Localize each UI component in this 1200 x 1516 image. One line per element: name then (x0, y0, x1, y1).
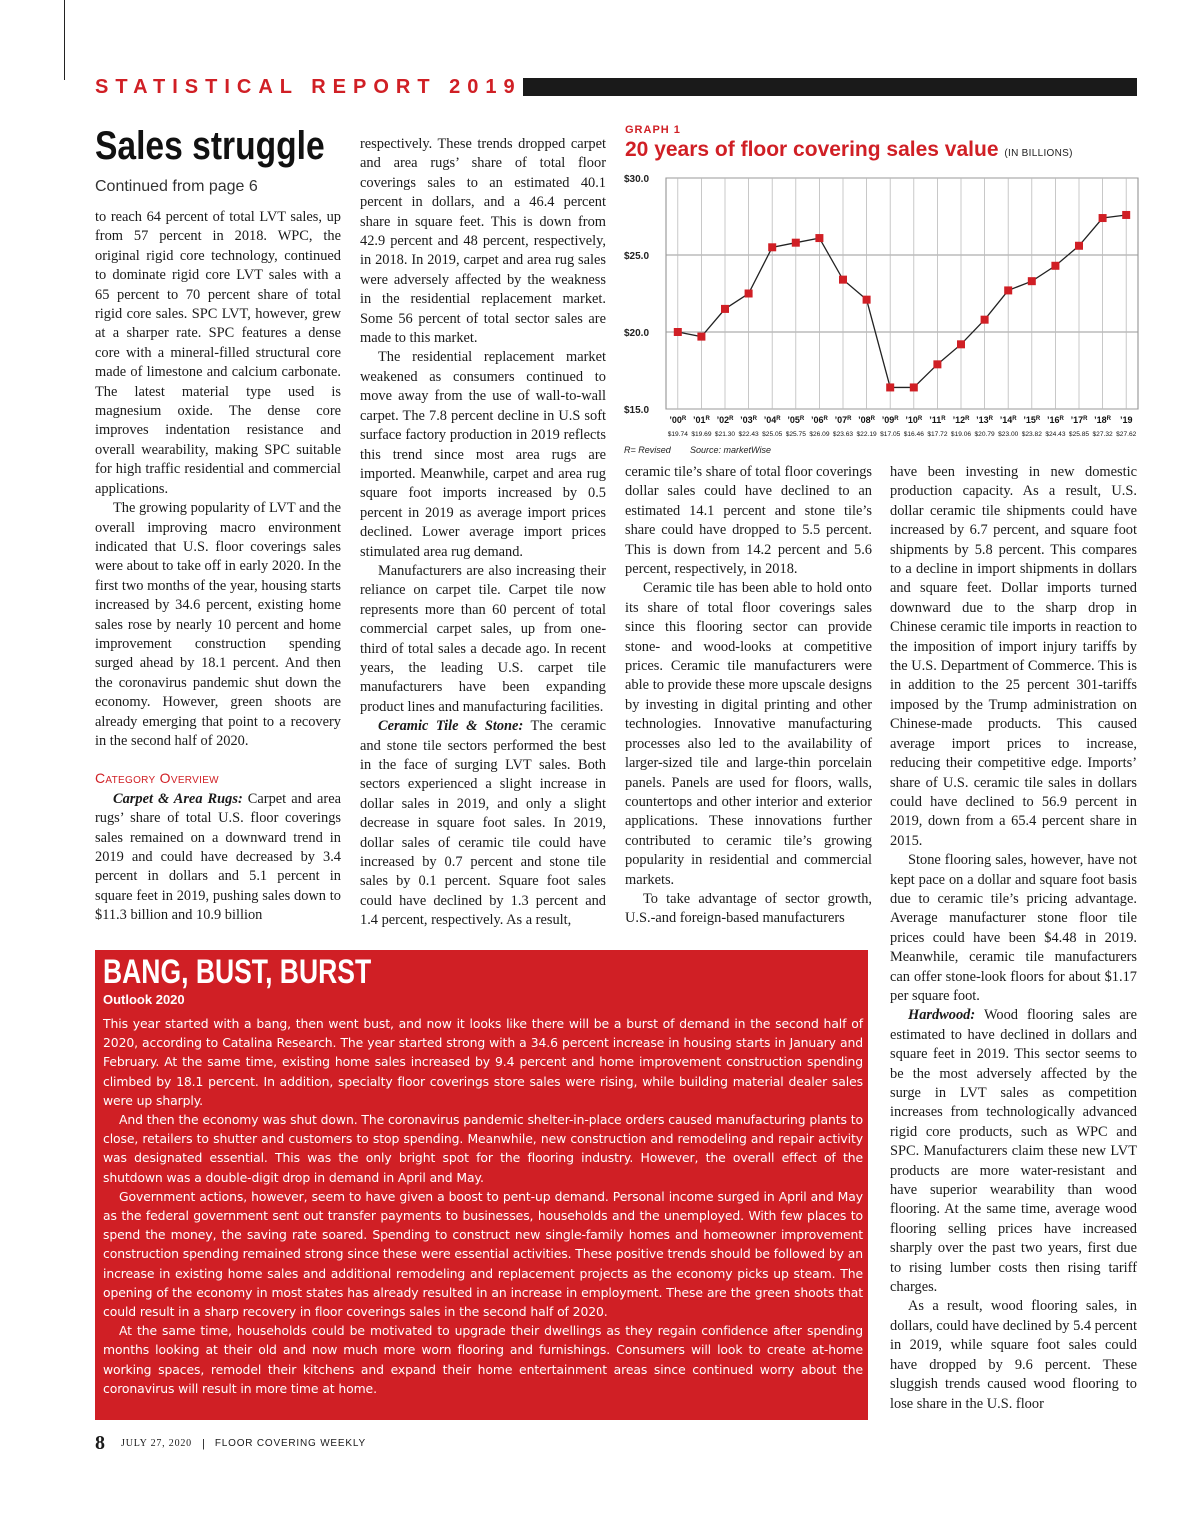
x-tick-label: $’08^R$ (858, 415, 876, 425)
report-header (95, 76, 1137, 98)
x-tick-label: $’07^R$ (834, 415, 852, 425)
footnote-source: Source: marketWise (690, 445, 771, 455)
data-point (839, 276, 847, 284)
revised-marker: R (965, 416, 970, 422)
graph-title-text: 20 years of floor covering sales value (625, 138, 999, 161)
paragraph: to reach 64 percent of total LVT sales, up from 57 percent in 2018. WPC, the original rigid core technology, continued to dominate rigid core LVT sales with a 65 percent to 70 percent share of total rigid core sales. SPC LVT, however, grew at a sharper rate. SPC features a dense core with a mineral-filled structural core made of limestone and calcium carbonate. The latest material type used is magnesium oxide. The dense core improves indentation resistance and overall wearability, making SPC suitable for high traffic residential and commercial applications. (95, 209, 341, 497)
continued-from-note: Continued from page 6 (95, 178, 258, 195)
sidebar-box-title: BANG, BUST, BURST (103, 953, 372, 991)
page-footer (95, 1432, 366, 1454)
x-tick-label: ’19 (1119, 415, 1133, 425)
paragraph-text: Wood flooring sales are estimated to have declined in dollars and square feet in 2019. This sector seems to be the most adversely affected by the surge in LVT sales as competition increases from technologically advanced rigid core products, such as WPC and SPC. Manufacturers claim these new LVT products are more water-resistant and have superior wearability than wood flooring. At the same time, average wood flooring selling prices have increased sharply over the past two years, first due to rising lumber costs then rising tariff charges. (890, 1007, 1137, 1296)
value-label: $19.06 (950, 431, 972, 438)
value-label: $24.43 (1045, 431, 1066, 438)
sidebar-box-subtitle: Outlook 2020 (103, 992, 185, 1007)
value-label: $22.43 (738, 431, 759, 438)
paragraph: Ceramic tile has been able to hold onto its share of total floor coverings sales since this flooring sector can provide stone- and wood-looks at competitive prices. Ceramic tile manufacturers were able to provide these more upscale designs by investing in digital printing and other technologies. Innovative manufacturing processes also led to the availability of larger-sized tile and large-thin porcelain panels. Panels are used for floors, walls, countertops and other interior and exterior applications. These innovations further contributed to ceramic tile’s growing popularity in residential and commercial markets. (625, 580, 872, 888)
paragraph: This year started with a bang, then went bust, and now it looks like there will be a burst of demand in the second half of 2020, according to Catalina Research. The year started strong with a 34.6 percent increase in housing starts in January and February. At the same time, existing home sales increased by 9.4 percent and home improvement construction spending climbed by 18.1 percent. In addition, specialty floor coverings store sales were rising, while building material dealer sales were up sharply. (103, 1016, 863, 1108)
paragraph (95, 790, 341, 926)
y-tick-label: $15.0 (624, 405, 650, 416)
revised-marker: R (1059, 416, 1064, 422)
section-heading-category-overview: Category Overview (95, 770, 219, 787)
data-point (1028, 277, 1036, 285)
data-point (933, 360, 941, 368)
value-label: $25.05 (762, 431, 783, 438)
x-tick-label: $’03^R$ (740, 415, 758, 425)
paragraph (360, 717, 606, 930)
paragraph: Manufacturers are also increasing their reliance on carpet tile. Carpet tile now represents more than 60 percent of total commercial carpet sales, up from one-third of total sales a decade ago. In recent years, the leading U.S. carpet tile manufacturers have been expanding product lines and manufacturing facilities. (360, 562, 606, 715)
x-tick-label: $’14^R$ (999, 415, 1017, 425)
value-label: $25.75 (785, 431, 806, 438)
value-label: $16.46 (903, 431, 924, 438)
page-edge-rule (64, 0, 65, 80)
data-point (1099, 214, 1107, 222)
paragraph-text: Carpet and area rugs’ share of total U.S. floor coverings sales remained on a downward trend in 2019 and could have decreased by 3.4 percent in dollars and 5.1 percent in square feet in 2019, pushing sales down to $11.3 billion and 10.9 billion (95, 790, 341, 924)
data-point (792, 239, 800, 247)
value-label: $26.09 (809, 431, 830, 438)
x-tick-label: $’01^R$ (692, 415, 710, 425)
paragraph: ceramic tile’s share of total floor coverings dollar sales could have declined to an estimated 14.1 percent and stone tile’s share could have dropped to 5.5 percent. This is down from 14.2 percent and 5.6 percent, respectively, in 2018. (625, 464, 872, 578)
paragraph: have been investing in new domestic production capacity. As a result, U.S. dollar ceramic tile shipments could have increased by 6.7 percent, and square foot shipments by 5.8 percent. This compares to a decline in import shipments in dollars and square feet. Dollar imports turned downward due to the sharp drop in Chinese ceramic tile imports in reaction to the imposition of import injury tariffs by the U.S. Department of Commerce. This is in addition to the 25 percent 301-tariffs imposed by the Trump administration on Chinese-made products. This caused average import prices to increase, reducing their competitive edge. Imports’ share of U.S. ceramic tile sales in dollars could have declined to 56.9 percent in 2019, down from a 65.4 percent share in 2015. (890, 464, 1137, 849)
y-tick-label: $30.0 (624, 174, 650, 185)
paragraph: And then the economy was shut down. The coronavirus pandemic shelter-in-place orders caused manufacturing plants to close, retailers to shutter and customers to stop spending. Meanwhile, new construction and remodeling and repair activity was designated essential. This was the only bright spot for the flooring industry. However, the overall effect of the shutdown was a double-digit drop in demand in April and May. (103, 1112, 863, 1185)
paragraph: Stone flooring sales, however, have not kept pace on a dollar and square foot basis due to ceramic tile’s pricing advantage. Average manufacturer stone floor tile prices could have been $4.48 in 2019. Meanwhile, ceramic tile manufacturers can offer stone-look floors for about $1.17 per square foot. (890, 852, 1137, 1004)
revised-marker: R (776, 416, 781, 422)
data-point (674, 328, 682, 336)
value-label: $17.05 (880, 431, 901, 438)
footer-separator: | (201, 1437, 205, 1450)
line-chart (624, 120, 1140, 460)
runin-heading: Carpet & Area Rugs: (113, 790, 243, 807)
revised-marker: R (1035, 416, 1041, 422)
paragraph (890, 1006, 1137, 1297)
footnote-revised: R= Revised (624, 445, 671, 455)
data-point (863, 296, 871, 304)
graph-unit: (IN BILLIONS) (1004, 148, 1073, 159)
value-label: $25.85 (1068, 431, 1090, 438)
data-point (1122, 211, 1130, 219)
article-column-1 (95, 208, 341, 926)
revised-marker: R (799, 416, 805, 422)
issue-date: JULY 27, 2020 (121, 1438, 192, 1449)
sidebar-box-body (103, 1014, 863, 1398)
paragraph-text: The ceramic and stone tile sectors performed the best in the face of surging LVT sales. Both sectors experienced a slight increase in dollar sales in 2019, and only a slight decrease in square foot sales. In 2019, dollar sales of ceramic tile could have increased by 0.7 percent and stone tile sales by 0.1 percent. Square foot sales could have declined by 1.3 percent and 1.4 percent, respectively. As a result, (360, 718, 607, 929)
data-point (745, 290, 753, 298)
value-label: $27.32 (1092, 431, 1113, 438)
value-label: $21.30 (714, 431, 736, 438)
sidebar-box-outlook (95, 950, 868, 1420)
data-point (1051, 262, 1059, 270)
data-point (910, 383, 918, 391)
revised-marker: R (752, 416, 758, 422)
revised-marker: R (1106, 416, 1112, 422)
data-point (981, 316, 989, 324)
value-label: $23.00 (998, 431, 1019, 438)
runin-heading: Hardwood: (908, 1007, 976, 1024)
x-tick-label: $’12^R$ (952, 415, 970, 425)
paragraph: The residential replacement market weakened as consumers continued to move away from the use of wall-to-wall carpet. The 7.8 percent decline in U.S soft surface factory production in 2019 reflects this trend since most area rugs are imported. Meanwhile, carpet and area rug square foot imports increased by 0.5 percent in 2019 as average import prices declined. Lower average import prices stimulated area rug demand. (360, 349, 606, 560)
plot-frame (666, 178, 1138, 409)
revised-marker: R (1012, 416, 1017, 422)
revised-marker: R (847, 416, 852, 422)
data-point (886, 383, 894, 391)
paragraph: To take advantage of sector growth, U.S.-and foreign-based manufacturers (625, 890, 872, 927)
x-tick-label: $’06^R$ (810, 415, 828, 425)
value-label: $27.62 (1116, 431, 1137, 438)
paragraph: The growing popularity of LVT and the overall improving macro environment indicated that U.S. floor coverings sales were about to take off in early 2020. In the first two months of the year, housing starts increased by 34.6 percent, existing home sales rose by nearly 10 percent and home improvement construction spending surged ahead by 18.1 percent. And then the coronavirus pandemic shut down the economy. However, green shoots are already emerging that point to a recovery in the second half of 2020. (95, 500, 341, 749)
revised-marker: R (917, 416, 923, 422)
x-tick-label: $’00^R$ (669, 415, 687, 425)
x-tick-label: $’11^R$ (929, 415, 946, 425)
series-line (678, 215, 1126, 387)
x-tick-label: $’15^R$ (1023, 415, 1041, 425)
report-title: STATISTICAL REPORT 2019 (95, 76, 522, 98)
data-point (1075, 242, 1083, 250)
runin-heading: Ceramic Tile & Stone: (378, 718, 524, 735)
y-tick-label: $25.0 (624, 251, 650, 262)
revised-marker: R (681, 416, 687, 422)
revised-marker: R (823, 416, 828, 422)
publication-name: FLOOR COVERING WEEKLY (214, 1438, 366, 1449)
value-label: $19.74 (667, 431, 688, 438)
paragraph: As a result, wood flooring sales, in dollars, could have declined by 5.4 percent in 2019, while square foot sales could have dropped by 9.6 percent. These sluggish trends caused wood flooring to lose share in the U.S. floor (890, 1298, 1137, 1412)
x-tick-label: $’04^R$ (763, 415, 781, 425)
graph-sales-value (624, 120, 1140, 460)
page-number: 8 (95, 1432, 105, 1454)
value-label: $23.63 (832, 431, 854, 438)
data-point (697, 333, 705, 341)
paragraph: respectively. These trends dropped carpet and area rugs’ share of total floor coverings sales to an estimated 40.1 percent in dollars, and a 46.4 percent share in square feet. This is down from 42.9 percent and 48 percent, respectively, in 2018. In 2019, carpet and area rug sales were adversely affected by the weakness in the residential replacement market. Some 56 percent of total sector sales are made to this market. (360, 136, 606, 347)
data-point (957, 340, 965, 348)
graph-label: GRAPH 1 (625, 124, 681, 136)
value-label: $22.19 (856, 431, 877, 438)
x-tick-label: $’16^R$ (1046, 415, 1064, 425)
data-point (1004, 286, 1012, 294)
revised-marker: R (1083, 416, 1088, 422)
value-label: $19.69 (691, 431, 712, 438)
x-tick-label: $’02^R$ (716, 415, 734, 425)
revised-marker: R (870, 416, 876, 422)
x-tick-label: $’10^R$ (905, 415, 923, 425)
revised-marker: R (988, 416, 994, 422)
data-point (815, 234, 823, 242)
x-tick-label: $’18^R$ (1094, 415, 1112, 425)
revised-marker: R (894, 416, 899, 422)
revised-marker: R (729, 416, 734, 422)
paragraph: Government actions, however, seem to have given a boost to pent-up demand. Personal income surged in April and May as the federal government sent out transfer payments to businesses, households and the unemployed. With few places to spend the money, the saving rate soared. Spending to construct new single-family homes and homeowner improvement construction spending remained strong since these were essential activities. These positive trends should be followed by an increase in existing home sales and additional remodeling and replacement projects as the economy picks up steam. The opening of the economy in most states has already resulted in an increase in employment. These are the green shoots that could result in a sharp recovery in floor coverings sales in the second half of 2020. (103, 1188, 863, 1320)
article-column-4 (890, 463, 1137, 1414)
revised-marker: R (705, 416, 710, 422)
article-headline: Sales struggle (95, 124, 325, 168)
x-tick-label: $’05^R$ (787, 415, 805, 425)
value-label: $17.72 (927, 431, 948, 438)
article-column-2 (360, 135, 606, 931)
data-point (768, 243, 776, 251)
x-tick-label: $’13^R$ (976, 415, 994, 425)
x-tick-label: $’17^R$ (1070, 415, 1088, 425)
value-label: $20.79 (974, 431, 995, 438)
data-point (721, 305, 729, 313)
paragraph: At the same time, households could be motivated to upgrade their dwellings as they regain confidence after spending months looking at their old and now much more worn flooring and furnishings. Consumers will look to create at-home working spaces, remodel their kitchens and expand their home entertainment areas since continued worry about the coronavirus will result in more time at home. (103, 1323, 863, 1396)
article-column-3 (625, 463, 872, 929)
value-label: $23.82 (1021, 431, 1042, 438)
revised-marker: R (941, 416, 946, 422)
y-tick-label: $20.0 (624, 328, 650, 339)
header-black-bar (523, 78, 1137, 96)
x-tick-label: $’09^R$ (881, 415, 899, 425)
